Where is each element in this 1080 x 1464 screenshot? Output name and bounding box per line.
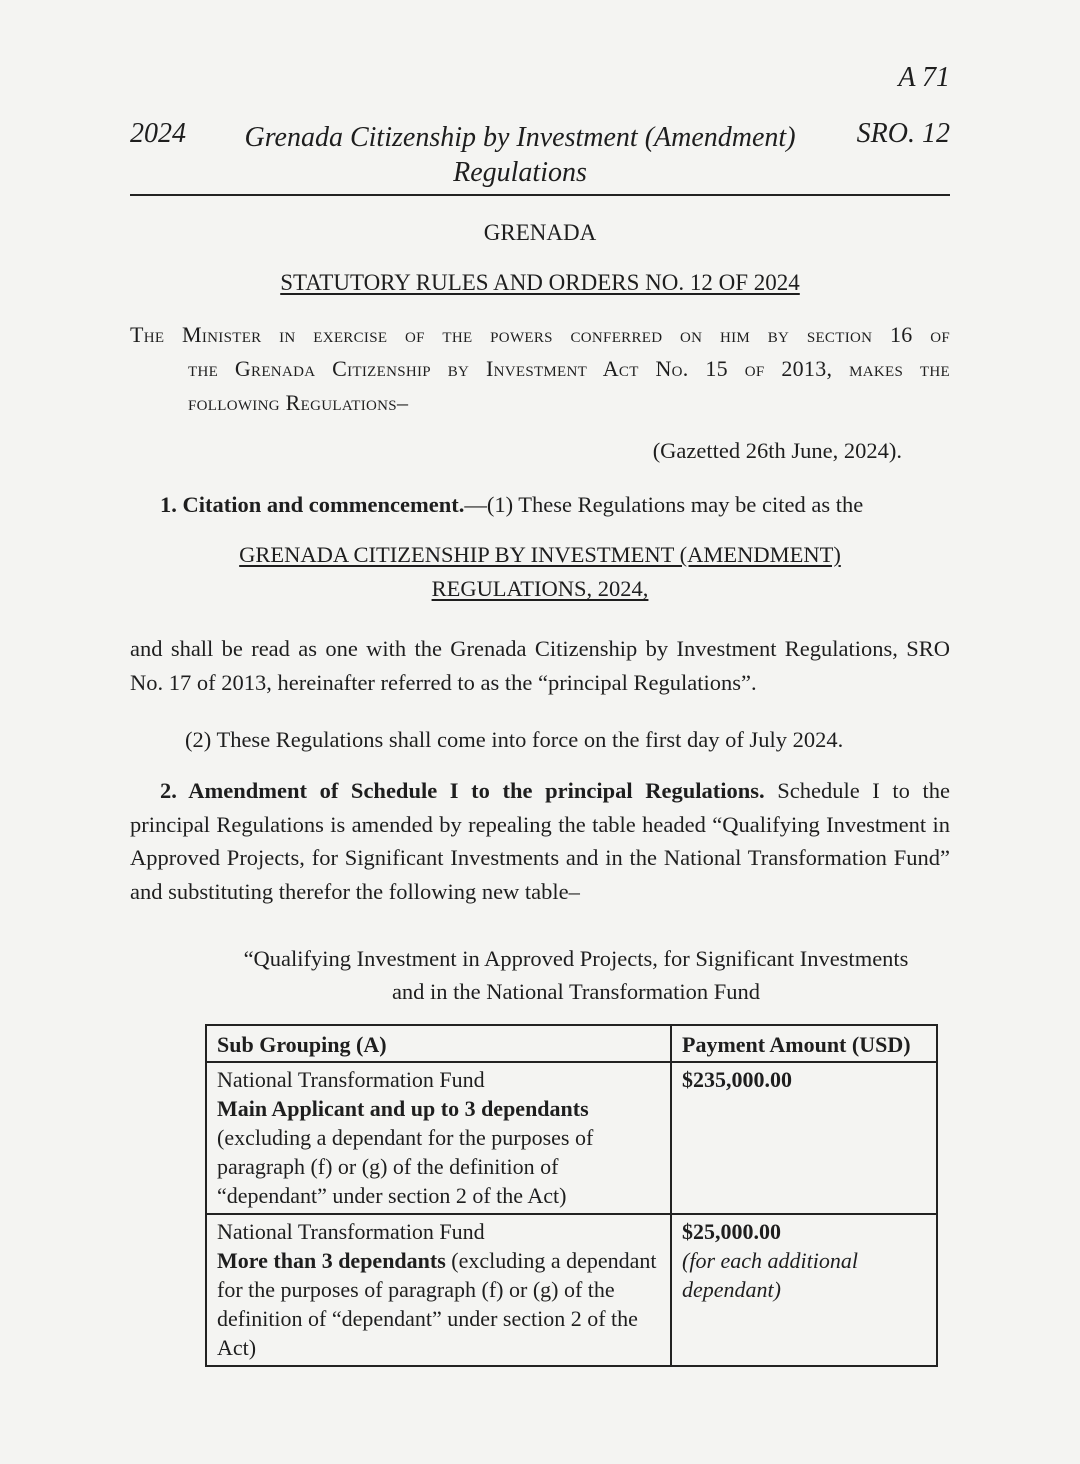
payment-amount-cell bbox=[671, 1062, 937, 1214]
document-page bbox=[130, 0, 950, 1464]
preamble-line-3: following Regulations– bbox=[188, 390, 409, 415]
header-title: Grenada Citizenship by Investment (Amendment) Regulations bbox=[244, 122, 796, 188]
applicant-group: More than 3 dependants bbox=[217, 1248, 446, 1273]
sro-title: STATUTORY RULES AND ORDERS NO. 12 OF 2024 bbox=[280, 270, 800, 295]
payment-amount-cell bbox=[671, 1214, 937, 1366]
group-description: (excluding a dependant for the purposes of paragraph (f) or (g) of the definition of “dependant” under section 2 of the Act) bbox=[217, 1248, 657, 1360]
fund-name: National Transformation Fund bbox=[217, 1067, 485, 1092]
schedule-table bbox=[205, 1024, 938, 1367]
reg1-subsection-2: (2) These Regulations shall come into force on the first day of July 2024. bbox=[185, 727, 844, 752]
preamble bbox=[130, 318, 950, 420]
citation-line-1: GRENADA CITIZENSHIP BY INVESTMENT (AMENDMENT) bbox=[239, 542, 841, 567]
payment-amount: $235,000.00 bbox=[682, 1067, 792, 1092]
reg2-text: Schedule I to the principal Regulations is amended by repealing the table headed “Qualifying Investment in Approved Projects, for Significant Investments and in the National Transformation Fund” and substituting therefor the following new table– bbox=[130, 778, 950, 904]
col-header-payment-amount: Payment Amount (USD) bbox=[671, 1025, 937, 1062]
citation-block bbox=[130, 538, 950, 606]
sub-grouping-cell bbox=[206, 1214, 671, 1366]
payment-note: (for each additional dependant) bbox=[682, 1248, 858, 1302]
preamble-line-2: the Grenada Citizenship by Investment Act No. 15 of 2013, makes the bbox=[188, 356, 950, 381]
table-row bbox=[206, 1062, 937, 1214]
reg2-para bbox=[130, 774, 950, 908]
reg1-para bbox=[130, 488, 950, 522]
citation-line-2: REGULATIONS, 2024, bbox=[431, 576, 649, 601]
country-heading: GRENADA bbox=[483, 220, 597, 245]
reg1-heading: 1. Citation and commencement. bbox=[160, 492, 465, 517]
group-description: (excluding a dependant for the purposes of paragraph (f) or (g) of the definition of “dependant” under section 2 of the Act) bbox=[217, 1125, 594, 1208]
reg1-text: —(1) These Regulations may be cited as the bbox=[464, 492, 864, 517]
header-year: 2024 bbox=[130, 118, 186, 149]
fund-name: National Transformation Fund bbox=[217, 1219, 485, 1244]
col-header-sub-grouping: Sub Grouping (A) bbox=[206, 1025, 671, 1062]
table-title-line-1: “Qualifying Investment in Approved Projects, for Significant Investments bbox=[243, 946, 909, 971]
reg2-heading: 2. Amendment of Schedule I to the principal Regulations. bbox=[160, 778, 765, 803]
table-title-line-2: and in the National Transformation Fund bbox=[391, 979, 761, 1004]
table-header-row bbox=[206, 1025, 937, 1062]
header-rule bbox=[130, 194, 950, 196]
table-row bbox=[206, 1214, 937, 1366]
header-sro: SRO. 12 bbox=[856, 118, 950, 149]
payment-amount: $25,000.00 bbox=[682, 1219, 781, 1244]
sub-grouping-cell bbox=[206, 1062, 671, 1214]
gazetted-date: (Gazetted 26th June, 2024). bbox=[652, 438, 902, 463]
preamble-line-1: The Minister in exercise of the powers conferred on him by section 16 of bbox=[130, 322, 950, 347]
table-title bbox=[220, 942, 932, 1008]
page-number: A 71 bbox=[898, 62, 950, 93]
applicant-group: Main Applicant and up to 3 dependants bbox=[217, 1096, 589, 1121]
reg1-continuation: and shall be read as one with the Grenada Citizenship by Investment Regulations, SRO No. 17 of 2013, hereinafter referred to as the “principal Regulations”. bbox=[130, 636, 950, 695]
